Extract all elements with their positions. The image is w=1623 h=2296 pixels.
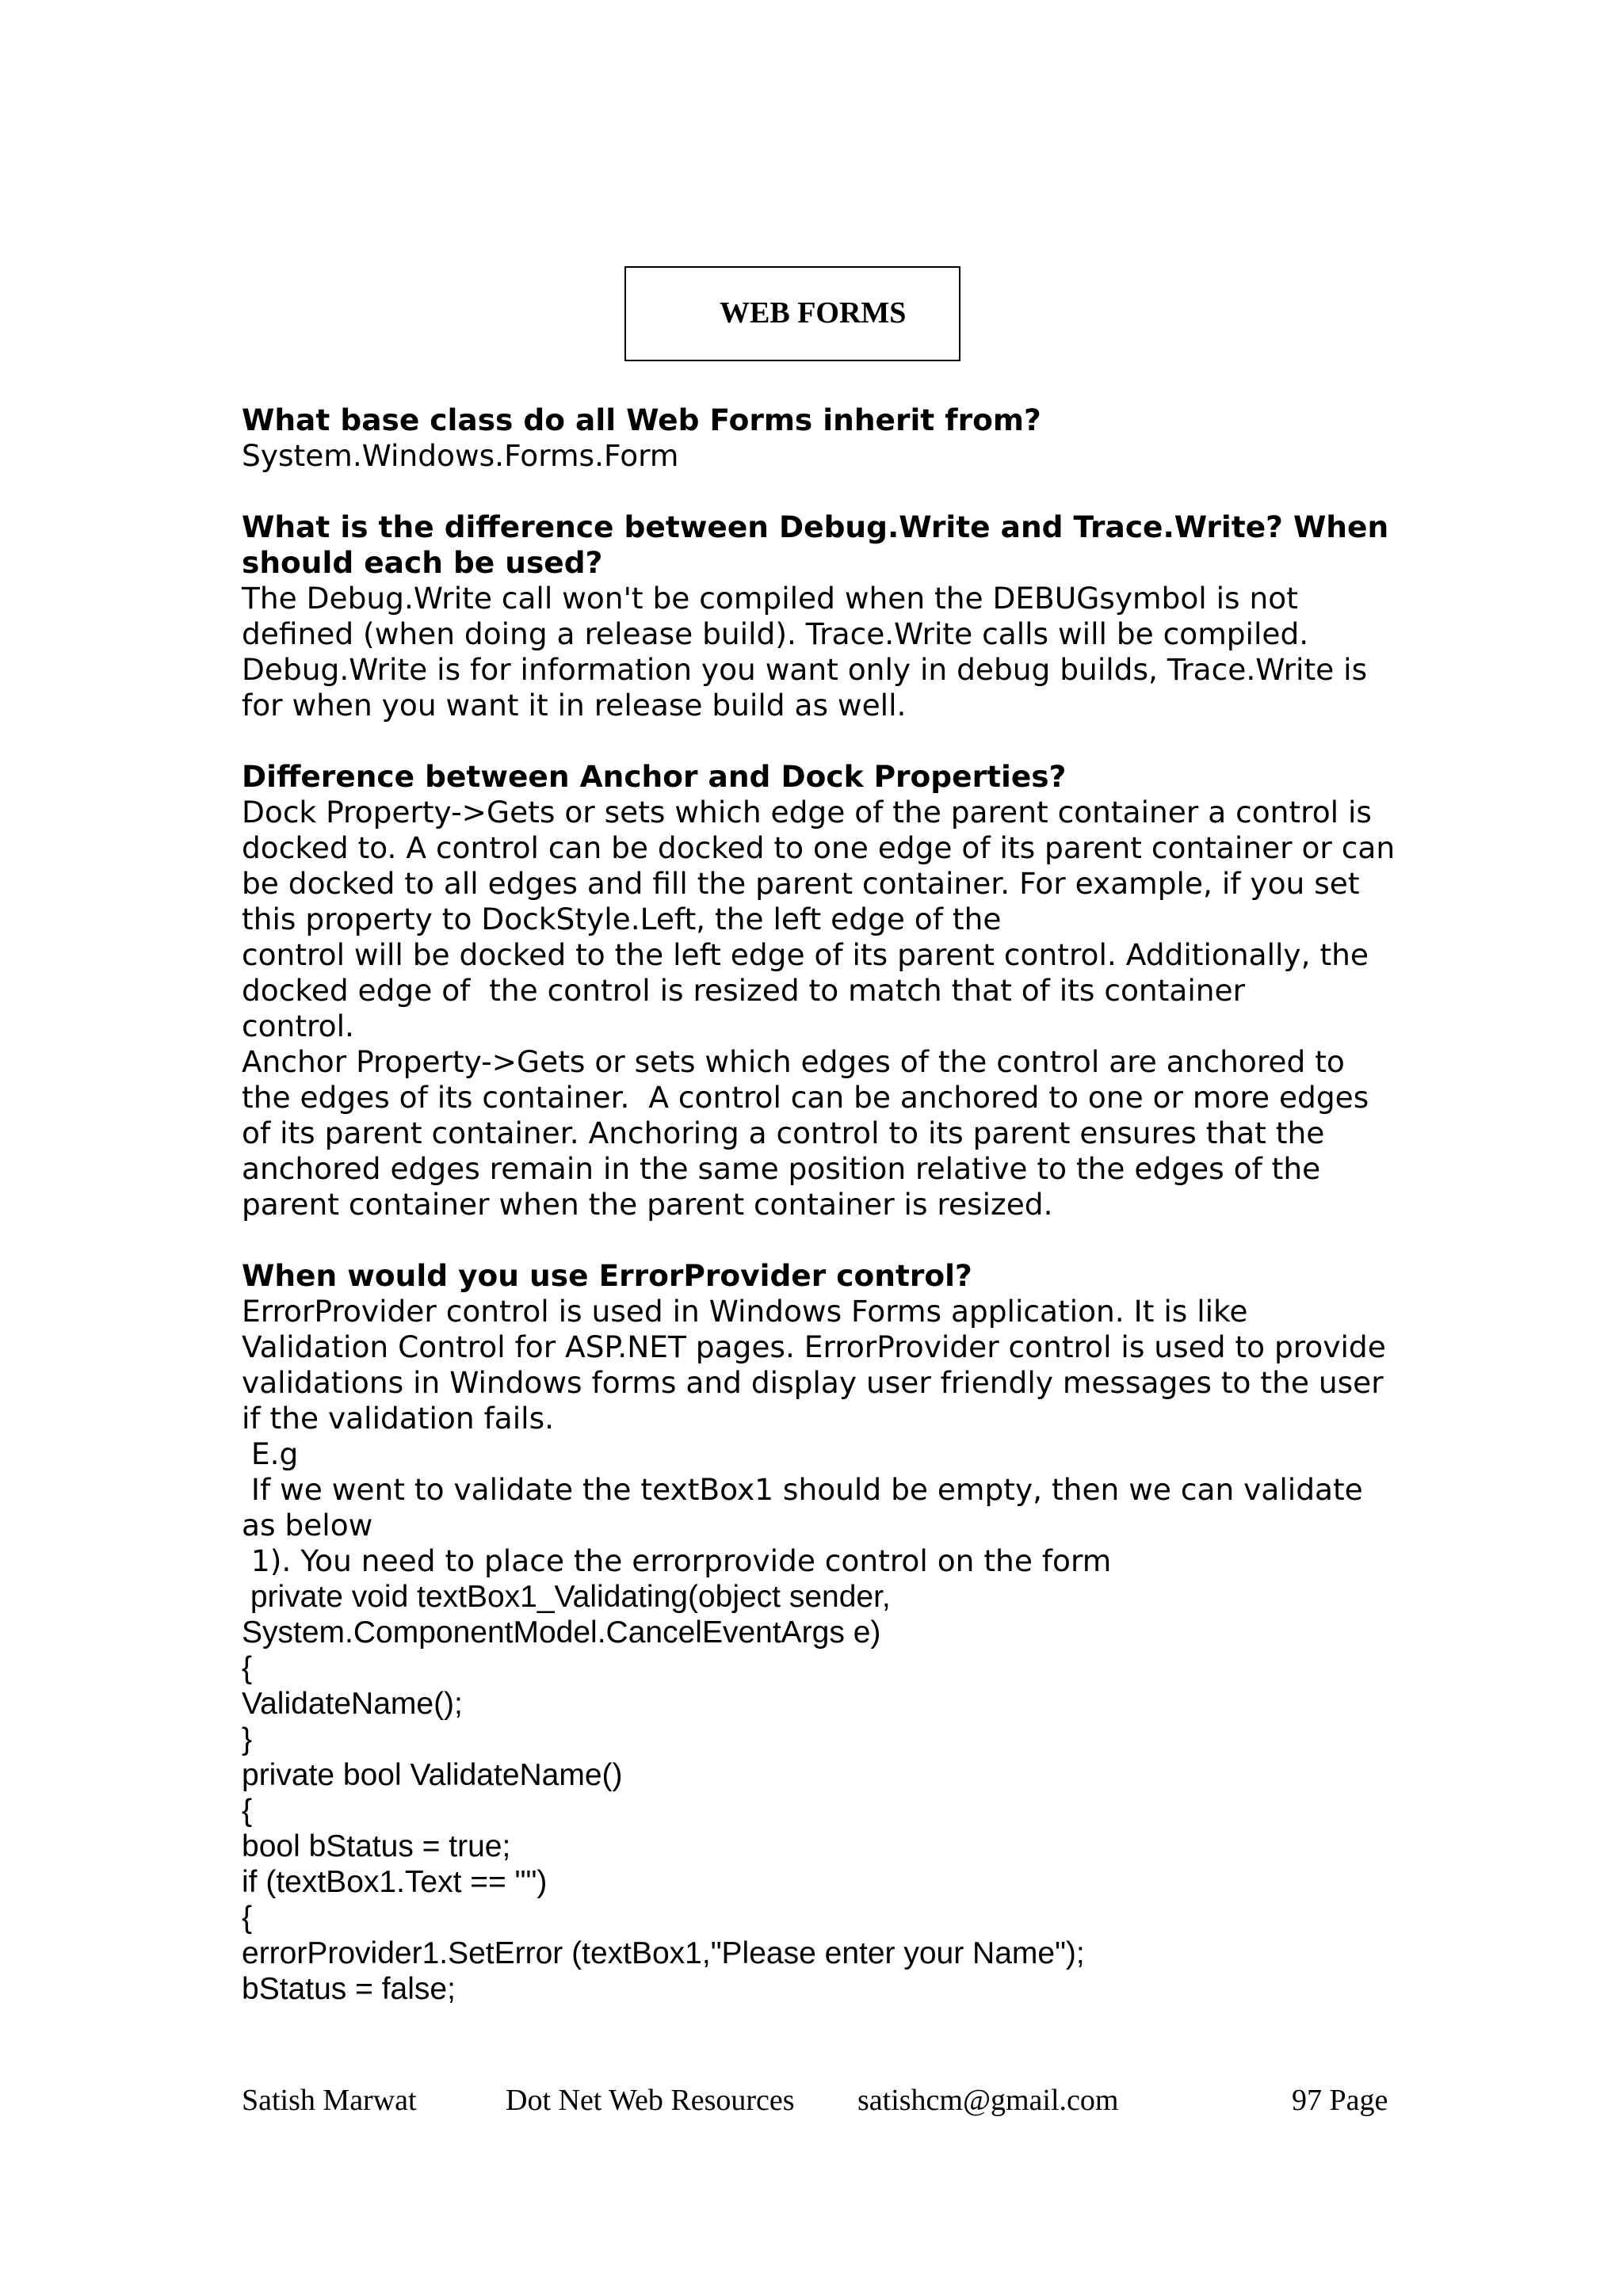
answer-line: this property to DockStyle.Left, the left edge of the (242, 902, 1002, 936)
answer-line: System.Windows.Forms.Form (242, 438, 679, 473)
answer-line: if the validation fails. (242, 1401, 555, 1436)
code-line: } (242, 1722, 253, 1756)
code-line: { (242, 1794, 253, 1828)
answer-line: control will be docked to the left edge of its parent control. Additionally, the (242, 937, 1369, 972)
code-line: if (textBox1.Text == "") (242, 1865, 548, 1899)
question-line: What base class do all Web Forms inherit from? (242, 402, 1041, 437)
answer-line: of its parent container. Anchoring a control to its parent ensures that the (242, 1116, 1325, 1150)
code-line: errorProvider1.SetError (textBox1,"Please enter your Name"); (242, 1936, 1085, 1970)
footer-site: Dot Net Web Resources (506, 2084, 795, 2117)
answer-line: Dock Property->Gets or sets which edge of the parent container a control is (242, 795, 1372, 830)
question-line: Difference between Anchor and Dock Properties? (242, 759, 1067, 794)
answer-line: E.g (242, 1436, 299, 1471)
code-line: { (242, 1651, 253, 1685)
answer-line: as below (242, 1508, 373, 1543)
answer-line: parent container when the parent container is resized. (242, 1187, 1053, 1222)
page-title: WEB FORMS (720, 296, 907, 330)
answer-line: control. (242, 1009, 354, 1043)
question-line: should each be used? (242, 545, 603, 580)
answer-line: 1). You need to place the errorprovide control on the form (242, 1543, 1112, 1578)
document-body (242, 402, 1415, 2007)
code-line: bool bStatus = true; (242, 1829, 511, 1863)
answer-line: If we went to validate the textBox1 should be empty, then we can validate (242, 1472, 1363, 1507)
code-line: bStatus = false; (242, 1972, 456, 2006)
code-line: private void textBox1_Validating(object sender, (242, 1580, 891, 1614)
answer-line: docked to. A control can be docked to one edge of its parent container or can (242, 830, 1396, 865)
footer-author: Satish Marwat (242, 2084, 417, 2117)
answer-line: Debug.Write is for information you want only in debug builds, Trace.Write is (242, 652, 1368, 687)
question-line: What is the difference between Debug.Write and Trace.Write? When (242, 509, 1389, 544)
answer-line: validations in Windows forms and display user friendly messages to the user (242, 1365, 1384, 1400)
question-line: When would you use ErrorProvider control? (242, 1258, 972, 1293)
answer-line: docked edge of the control is resized to match that of its container (242, 973, 1246, 1008)
footer-page-number: 97 Page (1292, 2084, 1388, 2117)
footer-email: satishcm@gmail.com (857, 2084, 1119, 2117)
section-gap (242, 1222, 1415, 1258)
answer-line: be docked to all edges and fill the parent container. For example, if you set (242, 866, 1360, 901)
answer-line: Validation Control for ASP.NET pages. ErrorProvider control is used to provide (242, 1329, 1386, 1364)
answer-line: for when you want it in release build as well. (242, 688, 907, 723)
answer-line: defined (when doing a release build). Trace.Write calls will be compiled. (242, 616, 1309, 651)
code-line: System.ComponentModel.CancelEventArgs e) (242, 1615, 881, 1650)
answer-line: Anchor Property->Gets or sets which edges of the control are anchored to (242, 1044, 1345, 1079)
code-line: { (242, 1901, 253, 1935)
answer-line: The Debug.Write call won't be compiled when the DEBUGsymbol is not (242, 581, 1298, 616)
title-box (624, 266, 960, 361)
answer-line: the edges of its container. A control can be anchored to one or more edges (242, 1080, 1369, 1115)
section-gap (242, 474, 1415, 509)
code-line: private bool ValidateName() (242, 1758, 623, 1792)
answer-line: anchored edges remain in the same position relative to the edges of the (242, 1151, 1321, 1186)
answer-line: ErrorProvider control is used in Windows Forms application. It is like (242, 1294, 1248, 1329)
code-line: ValidateName(); (242, 1687, 463, 1721)
section-gap (242, 723, 1415, 759)
